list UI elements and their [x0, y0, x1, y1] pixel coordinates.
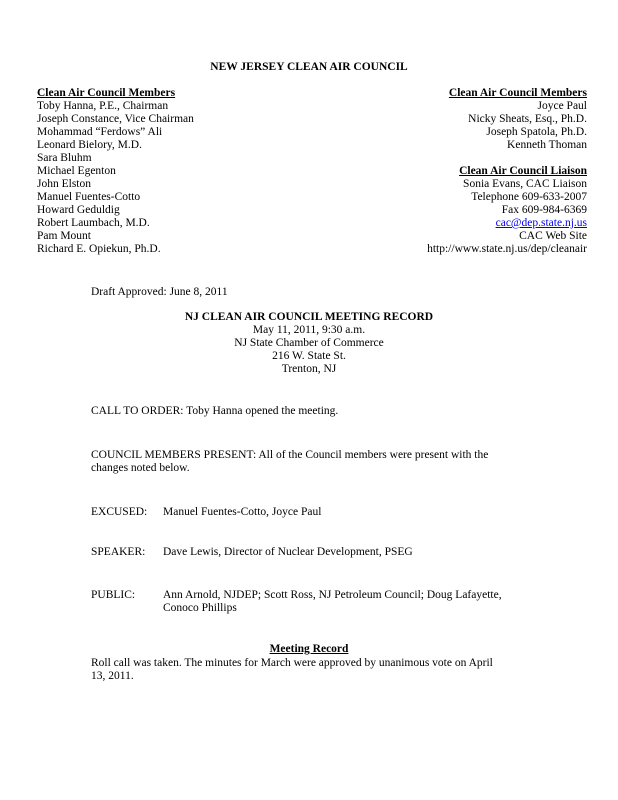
document-title: NEW JERSEY CLEAN AIR COUNCIL [210, 61, 408, 73]
public-text [163, 589, 551, 615]
speaker-label: SPEAKER: [91, 546, 146, 558]
member-name: Toby Hanna, P.E., Chairman [37, 100, 169, 112]
member-name: Mohammad “Ferdows” Ali [37, 126, 163, 138]
record-date: May 11, 2011, 9:30 a.m. [252, 324, 366, 336]
members-present-line: changes noted below. [91, 462, 190, 474]
meeting-record-line: 13, 2011. [91, 670, 134, 682]
website-label: CAC Web Site [519, 230, 587, 242]
public-section [91, 589, 551, 615]
member-name: Leonard Bielory, M.D. [37, 139, 142, 151]
liaison-fax: Fax 609-984-6369 [501, 204, 587, 216]
website-url: http://www.state.nj.us/dep/cleanair [427, 243, 587, 255]
record-title: NJ CLEAN AIR COUNCIL MEETING RECORD [184, 311, 434, 323]
member-name: Richard E. Opiekun, Ph.D. [37, 243, 161, 255]
member-name: Manuel Fuentes-Cotto [37, 191, 141, 203]
column-spacer [307, 152, 587, 165]
members-present-line: COUNCIL MEMBERS PRESENT: All of the Council members were present with the [91, 449, 489, 461]
draft-approved: Draft Approved: June 8, 2011 [91, 286, 228, 298]
member-name: John Elston [37, 178, 91, 190]
meeting-record-line: Roll call was taken. The minutes for March were approved by unanimous vote on April [91, 657, 493, 669]
excused-text: Manuel Fuentes-Cotto, Joyce Paul [163, 506, 322, 518]
liaison-name: Sonia Evans, CAC Liaison [463, 178, 587, 190]
member-name: Joyce Paul [537, 100, 587, 112]
member-name: Pam Mount [37, 230, 91, 242]
liaison-email-link[interactable]: cac@dep.state.nj.us [495, 217, 587, 229]
members-heading-left: Clean Air Council Members [37, 87, 176, 99]
member-name: Robert Laumbach, M.D. [37, 217, 150, 229]
council-members-present [91, 449, 551, 475]
call-to-order: CALL TO ORDER: Toby Hanna opened the meeting. [91, 405, 339, 417]
meeting-record-heading: Meeting Record [269, 643, 349, 655]
member-name: Sara Bluhm [37, 152, 92, 164]
public-text-line: Conoco Phillips [163, 602, 237, 614]
member-name: Joseph Constance, Vice Chairman [37, 113, 194, 125]
member-name: Nicky Sheats, Esq., Ph.D. [468, 113, 587, 125]
meeting-record-header [0, 311, 618, 376]
public-text-line: Ann Arnold, NJDEP; Scott Ross, NJ Petroleum Council; Doug Lafayette, [163, 589, 502, 601]
record-city: Trenton, NJ [281, 363, 337, 375]
member-name: Kenneth Thoman [507, 139, 587, 151]
record-venue: NJ State Chamber of Commerce [234, 337, 384, 349]
members-heading-right: Clean Air Council Members [448, 87, 587, 99]
speaker-section [91, 546, 551, 559]
members-right-column [307, 87, 587, 256]
member-name: Joseph Spatola, Ph.D. [486, 126, 587, 138]
liaison-heading: Clean Air Council Liaison [459, 165, 587, 177]
members-left-column [37, 87, 317, 256]
excused-section [91, 506, 551, 519]
public-label: PUBLIC: [91, 589, 136, 601]
meeting-record-text [91, 657, 551, 683]
liaison-telephone: Telephone 609-633-2007 [471, 191, 587, 203]
excused-label: EXCUSED: [91, 506, 148, 518]
member-name: Michael Egenton [37, 165, 116, 177]
member-name: Howard Geduldig [37, 204, 120, 216]
record-street: 216 W. State St. [272, 350, 346, 362]
speaker-text: Dave Lewis, Director of Nuclear Development, PSEG [163, 546, 413, 558]
